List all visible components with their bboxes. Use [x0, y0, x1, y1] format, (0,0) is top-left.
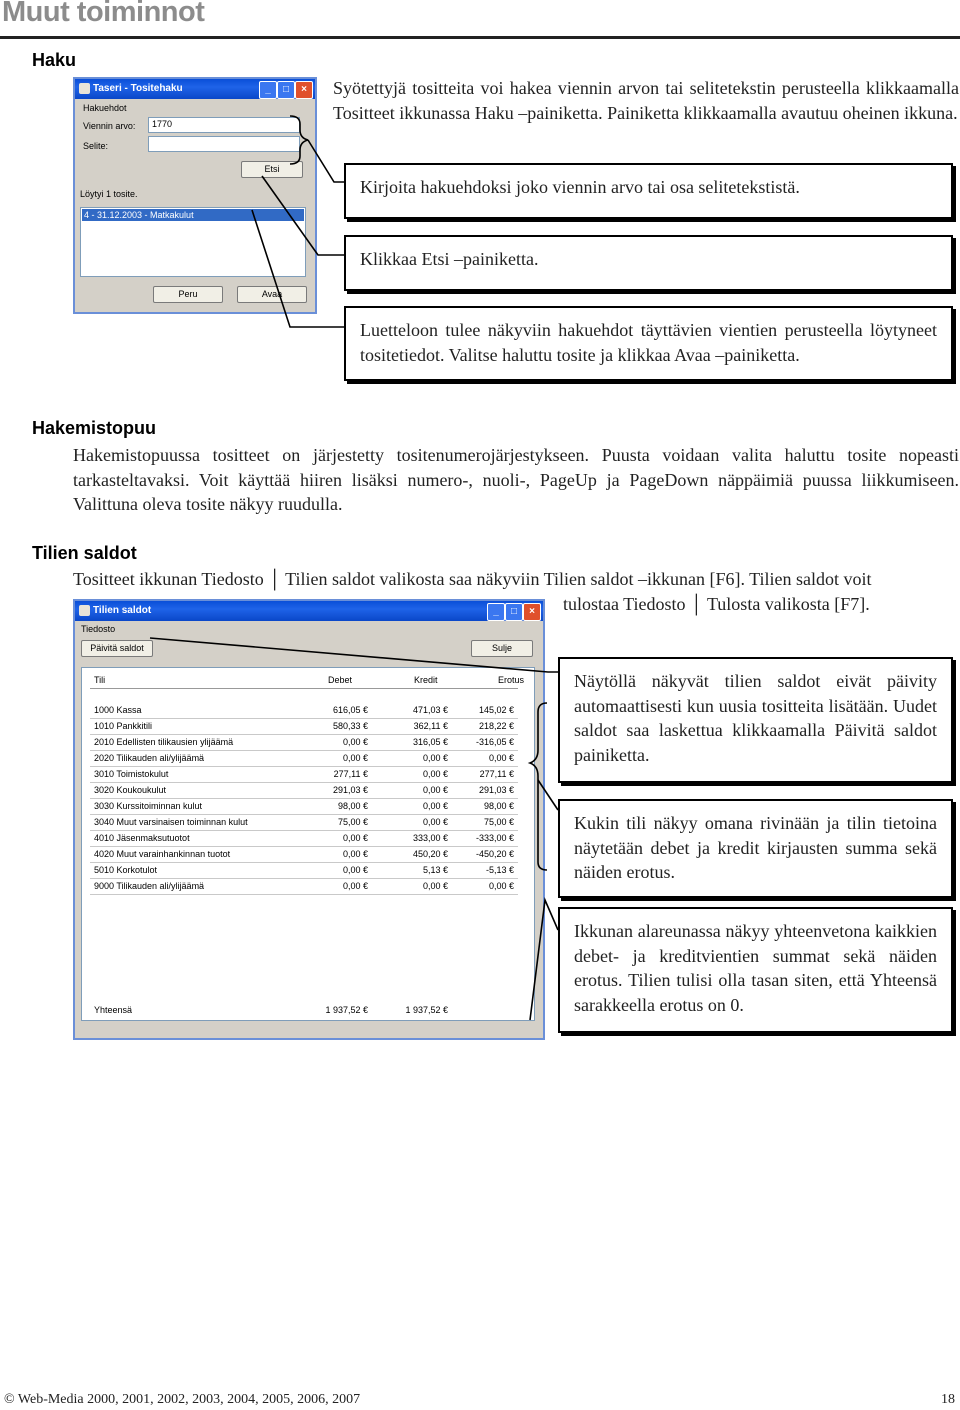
table-cell: 3030 Kurssitoiminnan kulut: [94, 801, 203, 811]
section-heading-tilien-saldot: Tilien saldot: [32, 543, 137, 563]
footer-page-number: 18: [941, 1392, 955, 1407]
table-cell: 0,00 €: [422, 881, 448, 891]
hakuehdot-label: Hakuehdot: [83, 103, 127, 113]
callout-saldot-1: Näytöllä näkyvät tilien saldot eivät päivity automaattisesti kun uusia tositteita lisätään. Uudet saldot saa laskettua klikkaamalla Päivitä saldot painiketta.: [558, 657, 953, 783]
window-title: Tilien saldot: [93, 605, 152, 616]
page-title: Muut toiminnot: [2, 0, 205, 28]
table-cell: 98,00 €: [337, 801, 368, 811]
table-cell: 2020 Tilikauden ali/ylijäämä: [94, 753, 205, 763]
maximize-icon[interactable]: □: [277, 81, 295, 99]
table-cell: 2010 Edellisten tilikausien ylijäämä: [94, 737, 234, 747]
table-cell: 0,00 €: [488, 881, 514, 891]
paivita-saldot-button[interactable]: Päivitä saldot: [81, 640, 153, 657]
result-count: Löytyi 1 tosite.: [80, 189, 138, 199]
selite-label: Selite:: [83, 141, 109, 151]
table-cell: 0,00 €: [342, 753, 368, 763]
table-cell: 291,03 €: [332, 785, 368, 795]
table-cell: 291,03 €: [478, 785, 514, 795]
table-cell: 3020 Koukoukulut: [94, 785, 167, 795]
hakemistopuu-text: Hakemistopuussa tositteet on järjestetty tositenumerojärjestykseen. Puusta voidaan valita haluttu tosite nopeasti tarkasteltavaksi. Voit käyttää hiiren lisäksi numero-, nuoli-, PageUp ja PageDown näppäimiä puussa liikkumiseen. Valittuna oleva tosite näkyy ruudulla.: [73, 445, 959, 515]
table-cell: 98,00 €: [483, 801, 514, 811]
table-cell: 1000 Kassa: [94, 705, 142, 715]
table-cell: 218,22 €: [478, 721, 514, 731]
table-cell: 4010 Jäsenmaksutuotot: [94, 833, 190, 843]
table-cell: 0,00 €: [342, 737, 368, 747]
table-cell: 277,11 €: [479, 769, 514, 779]
table-cell: 0,00 €: [488, 753, 514, 763]
table-cell: 5010 Korkotulot: [94, 865, 158, 875]
list-item[interactable]: 4 - 31.12.2003 - Matkakulut: [82, 209, 304, 221]
close-icon[interactable]: ×: [523, 603, 541, 621]
table-cell: 5,13 €: [422, 865, 448, 875]
callout-saldot-2: Kukin tili näkyy omana rivinään ja tilin tietoina näytetään debet ja kredit kirjausten summa sekä näiden erotus.: [558, 799, 953, 898]
table-cell: 75,00 €: [337, 817, 368, 827]
table-cell: 0,00 €: [342, 865, 368, 875]
section-heading-hakemistopuu: Hakemistopuu: [32, 418, 157, 438]
viennin-arvo-value: 1770: [152, 119, 173, 129]
peru-button[interactable]: Peru: [153, 286, 223, 303]
maximize-icon[interactable]: □: [505, 603, 523, 621]
table-cell: 277,11 €: [333, 769, 368, 779]
table-cell: 75,00 €: [483, 817, 514, 827]
table-cell: 362,11 €: [413, 721, 448, 731]
minimize-icon[interactable]: _: [259, 81, 277, 99]
footer-copyright: © Web-Media 2000, 2001, 2002, 2003, 2004, 2005, 2006, 2007: [4, 1392, 361, 1407]
haku-intro: Syötettyjä tositteita voi hakea viennin arvon tai selitetekstin perusteella klikkaamalla Tositteet ikkunassa Haku –painiketta. Painiketta klikkaamalla avautuu oheinen ikkuna.: [333, 78, 959, 123]
minimize-icon[interactable]: _: [487, 603, 505, 621]
table-cell: 580,33 €: [332, 721, 368, 731]
callout-saldot-3: Ikkunan alareunassa näkyy yhteenvetona kaikkien debet- ja kreditvientien summat sekä näiden erotus. Tilien tulisi olla tasan siten, että Yhteensä sarakkeella erotus on 0.: [558, 907, 953, 1033]
etsi-button[interactable]: Etsi: [241, 161, 303, 178]
table-cell: 0,00 €: [342, 833, 368, 843]
table-cell: 4020 Muut varainhankinnan tuotot: [94, 849, 231, 859]
menu-tiedosto[interactable]: Tiedosto: [81, 624, 116, 634]
table-cell: 450,20 €: [412, 849, 448, 859]
table-cell: -316,05 €: [475, 737, 514, 747]
table-cell: 0,00 €: [342, 881, 368, 891]
table-header: Tili Debet Kredit Erotus: [90, 672, 518, 689]
table-cell: -450,20 €: [475, 849, 514, 859]
table-cell: 0,00 €: [422, 785, 448, 795]
table-cell: 333,00 €: [412, 833, 448, 843]
total-row: Yhteensä 1 937,52 € 1 937,52 €: [94, 1005, 448, 1015]
table-cell: 316,05 €: [412, 737, 448, 747]
table-cell: -333,00 €: [475, 833, 514, 843]
callout-haku-1: Kirjoita hakuehdoksi joko viennin arvo tai osa selitetekstistä.: [344, 163, 953, 219]
table-cell: 616,05 €: [332, 705, 368, 715]
table-cell: 9000 Tilikauden ali/ylijäämä: [94, 881, 205, 891]
table-cell: 3040 Muut varsinaisen toiminnan kulut: [94, 817, 248, 827]
table-cell: 0,00 €: [342, 849, 368, 859]
table-cell: 0,00 €: [422, 753, 448, 763]
viennin-arvo-label: Viennin arvo:: [83, 121, 136, 131]
sulje-button[interactable]: Sulje: [471, 640, 533, 657]
callout-haku-2: Klikkaa Etsi –painiketta.: [344, 235, 953, 291]
tilien-saldot-text-1: Tositteet ikkunan Tiedosto │ Tilien saldot valikosta saa näkyviin Tilien saldot –ikkunan [F6]. Tilien saldot voit: [73, 569, 872, 589]
close-icon[interactable]: ×: [295, 81, 313, 99]
window-title: Taseri - Tositehaku: [93, 83, 183, 94]
table-cell: -5,13 €: [485, 865, 514, 875]
table-cell: 1010 Pankkitili: [94, 721, 153, 731]
table-cell: 0,00 €: [422, 769, 448, 779]
table-cell: 145,02 €: [478, 705, 514, 715]
section-heading-haku: Haku: [32, 50, 77, 70]
table-cell: 0,00 €: [422, 817, 448, 827]
tilien-saldot-text-2: tulostaa Tiedosto │ Tulosta valikosta [F7].: [563, 594, 870, 614]
avaa-button[interactable]: Avaa: [237, 286, 307, 303]
table-cell: 471,03 €: [412, 705, 448, 715]
callout-haku-3: Luetteloon tulee näkyviin hakuehdot täyttävien vientien perusteella löytyneet tositetiedot. Valitse haluttu tosite ja klikkaa Avaa –painiketta.: [344, 306, 953, 381]
table-cell: 3010 Toimistokulut: [94, 769, 169, 779]
table-cell: 0,00 €: [422, 801, 448, 811]
